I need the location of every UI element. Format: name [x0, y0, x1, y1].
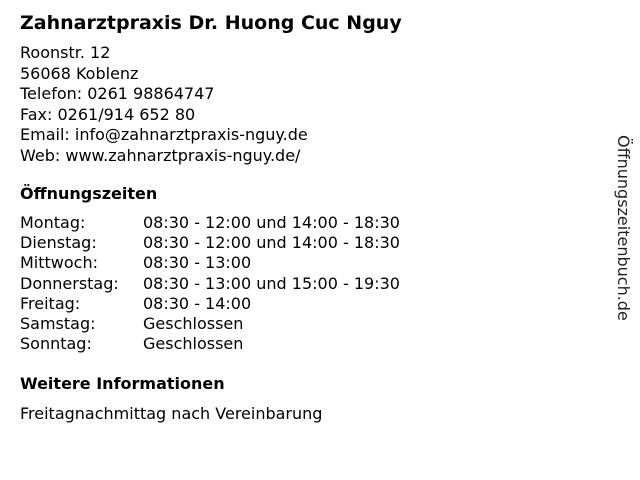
time-value: Geschlossen [143, 334, 244, 354]
day-label: Mittwoch: [20, 253, 98, 273]
time-value: 08:30 - 13:00 und 15:00 - 19:30 [143, 273, 400, 293]
time-value: 08:30 - 14:00 [143, 293, 252, 313]
phone-number: Telefon: 0261 98864747 [20, 84, 215, 103]
day-label: Freitag: [20, 293, 81, 313]
email-address: Email: info@zahnarztpraxis-nguy.de [20, 125, 308, 144]
opening-hours-heading: Öffnungszeiten [20, 184, 158, 203]
day-label: Montag: [20, 213, 86, 232]
day-label: Sonntag: [20, 334, 92, 354]
further-info-heading: Weitere Informationen [20, 374, 225, 393]
further-info-text: Freitagnachmittag nach Vereinbarung [20, 404, 323, 423]
day-label: Dienstag: [20, 233, 97, 253]
time-value: Geschlossen [143, 313, 244, 333]
day-label: Donnerstag: [20, 273, 119, 293]
fax-number: Fax: 0261/914 652 80 [20, 104, 196, 124]
day-label: Samstag: [20, 313, 96, 333]
website-address: Web: www.zahnarztpraxis-nguy.de/ [20, 145, 301, 165]
address-city: 56068 Koblenz [20, 63, 139, 83]
site-watermark: Öffnungszeitenbuch.de [614, 135, 633, 321]
address-street: Roonstr. 12 [20, 43, 111, 62]
contact-block [20, 43, 308, 166]
practice-name: Zahnarztpraxis Dr. Huong Cuc Nguy [20, 12, 402, 34]
time-value: 08:30 - 13:00 [143, 253, 252, 273]
time-value: 08:30 - 12:00 und 14:00 - 18:30 [143, 233, 400, 253]
time-value: 08:30 - 12:00 und 14:00 - 18:30 [143, 213, 400, 232]
